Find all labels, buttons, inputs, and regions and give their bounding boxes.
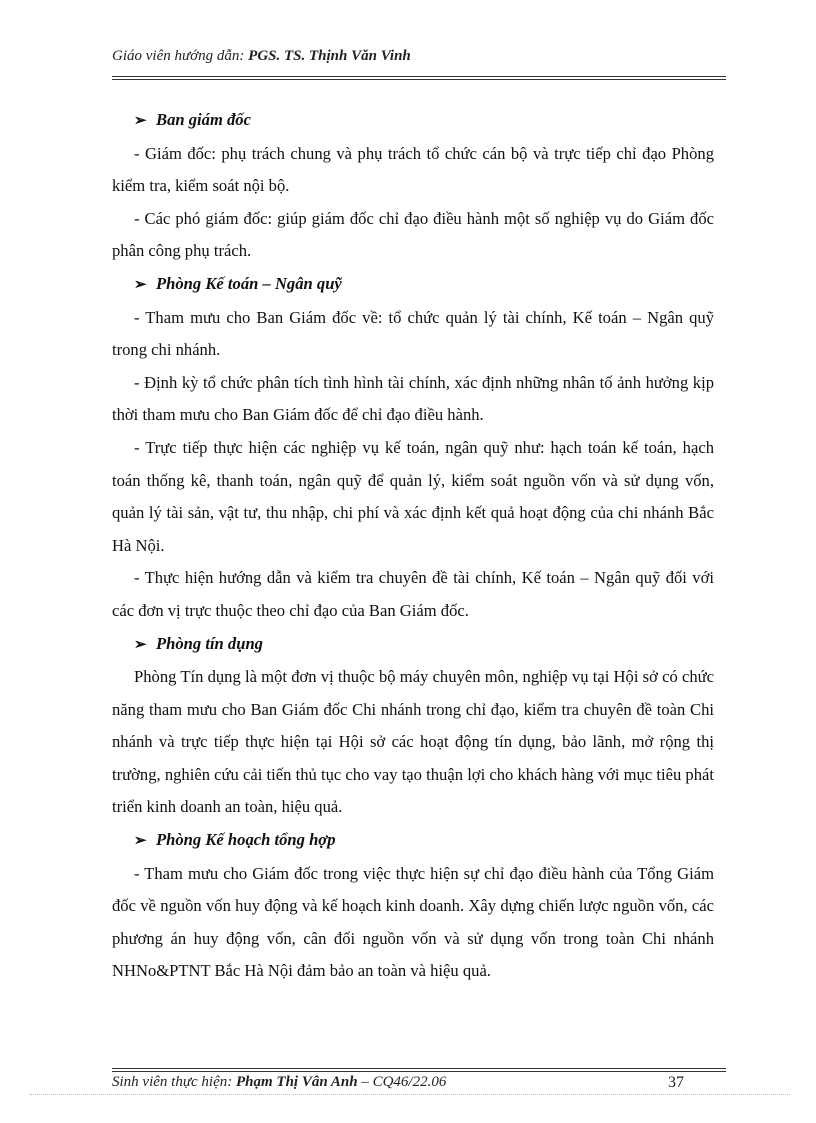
footer-student-name: Phạm Thị Vân Anh: [235, 1074, 358, 1090]
arrow-bullet-icon: ➢: [134, 833, 147, 850]
paragraph: - Tham mưu cho Giám đốc trong việc thực hiện sự chỉ đạo điều hành của Tổng Giám đốc về nguồn vốn huy động và kế hoạch kinh doanh. Xây dựng chiến lược nguồn vốn, các phương án huy động vốn, cân đối nguồn vốn và sử dụng vốn trong toàn Chi nhánh NHNo&PTNT Bắc Hà Nội đảm bảo an toàn và hiệu quả.: [112, 863, 714, 981]
paragraph: - Thực hiện hướng dẫn và kiểm tra chuyên đề tài chính, Kế toán – Ngân quỹ đối với các đơn vị trực thuộc theo chỉ đạo của Ban Giám đốc.: [112, 568, 714, 620]
arrow-bullet-icon: ➢: [134, 636, 147, 653]
paragraph: - Tham mưu cho Ban Giám đốc về: tổ chức quản lý tài chính, Kế toán – Ngân quỹ trong chi nhánh.: [112, 307, 714, 360]
paragraph: - Trực tiếp thực hiện các nghiệp vụ kế toán, ngân quỹ như: hạch toán kế toán, hạch toán thống kê, thanh toán, ngân quỹ để quản lý, kiểm soát nguồn vốn và sử dụng vốn, quản lý tài sản, vật tư, thu nhập, chi phí và xác định kết quả hoạt động của chi nhánh Bắc Hà Nội.: [112, 437, 714, 555]
footer-label: Sinh viên thực hiện:: [112, 1074, 233, 1090]
arrow-bullet-icon: ➢: [134, 113, 147, 129]
paragraph: - Định kỳ tổ chức phân tích tình hình tài chính, xác định những nhân tố ảnh hưởng kịp thời tham mưu cho Ban Giám đốc để chỉ đạo điều hành.: [112, 372, 714, 425]
section-heading: ➢ Ban giám đốc: [112, 104, 714, 138]
document-body: [112, 104, 714, 988]
page-header: [112, 48, 726, 65]
page-number: 37: [668, 1074, 684, 1091]
paragraph: - Giám đốc: phụ trách chung và phụ trách tổ chức cán bộ và trực tiếp chỉ đạo Phòng kiểm tra, kiểm soát nội bộ.: [112, 143, 714, 196]
footer-divider: [112, 1068, 726, 1072]
page-bottom-border: [30, 1094, 790, 1095]
header-advisor-name: PGS. TS. Thịnh Văn Vinh: [248, 48, 411, 64]
section-heading: ➢ Phòng Kế hoạch tổng hợp: [112, 824, 714, 858]
section-heading: ➢ Phòng tín dụng: [112, 628, 714, 662]
section-heading: ➢ Phòng Kế toán – Ngân quỹ: [112, 268, 714, 302]
paragraph: - Các phó giám đốc: giúp giám đốc chỉ đạo điều hành một số nghiệp vụ do Giám đốc phân công phụ trách.: [112, 208, 714, 261]
arrow-bullet-icon: ➢: [134, 276, 147, 293]
page-footer: [112, 1074, 726, 1091]
header-label: Giáo viên hướng dẫn:: [112, 48, 245, 64]
paragraph: Phòng Tín dụng là một đơn vị thuộc bộ máy chuyên môn, nghiệp vụ tại Hội sở có chức năng tham mưu cho Ban Giám đốc Chi nhánh trong chỉ đạo, kiểm tra chuyên đề toàn Chi nhánh và trực tiếp thực hiện tại Hội sở các hoạt động tín dụng, bảo lãnh, mở rộng thị trường, nghiên cứu cải tiến thủ tục cho vay tạo thuận lợi cho khách hàng với mục tiêu phát triển kinh doanh an toàn, hiệu quả.: [112, 667, 714, 817]
footer-class-code: – CQ46/22.06: [361, 1074, 447, 1090]
header-divider: [112, 76, 726, 80]
